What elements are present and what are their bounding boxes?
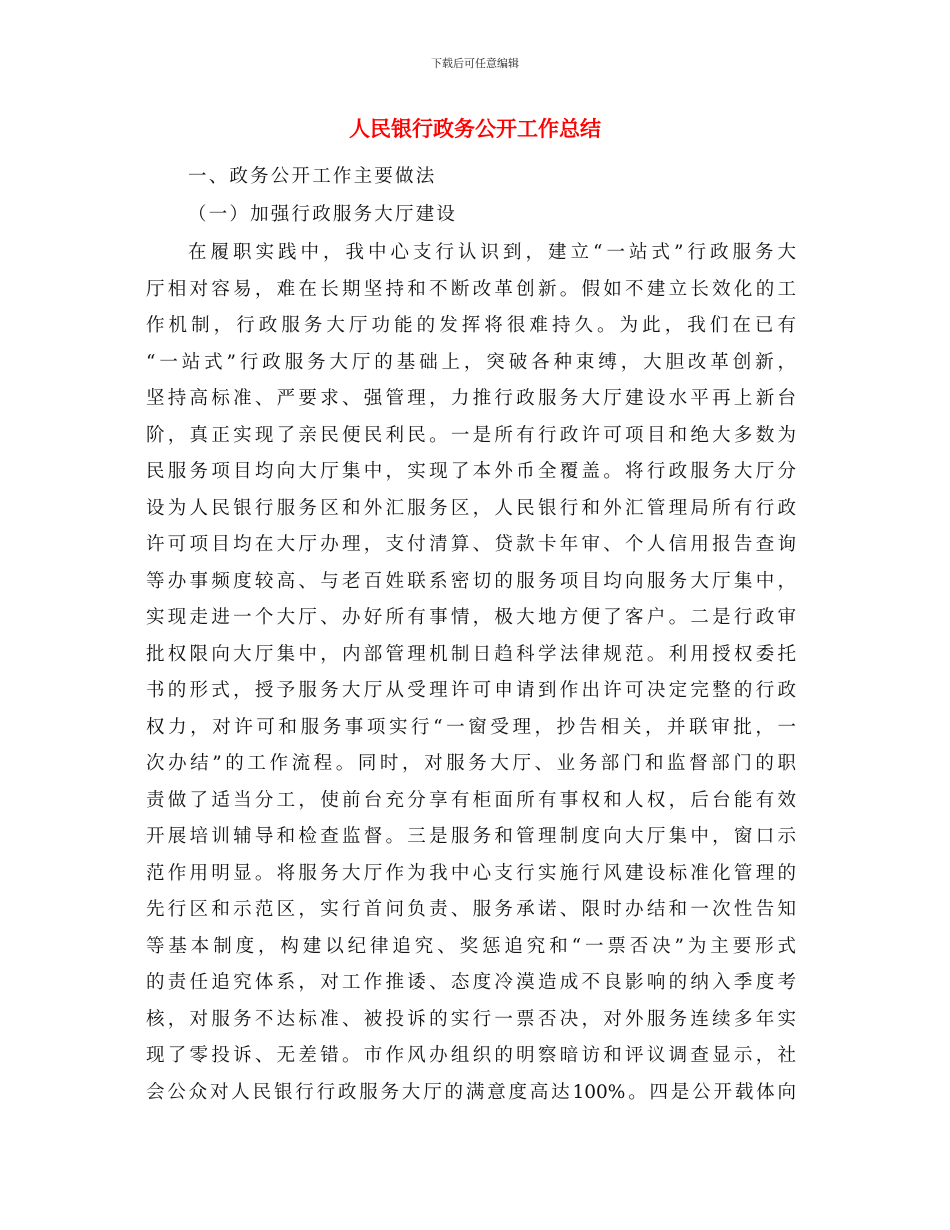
body-line: 等基本制度，构建以纪律追究、奖惩追究和“一票否决”为主要形式	[146, 935, 796, 957]
body-line: 等办事频度较高、与老百姓联系密切的服务项目均向服务大厅集中，	[146, 570, 796, 592]
header-note: 下载后可任意编辑	[431, 57, 519, 70]
body-line: 会公众对人民银行行政服务大厅的满意度高达100%。四是公开载体向	[146, 1081, 796, 1103]
body-line: 设为人民银行服务区和外汇服务区，人民银行和外汇管理局所有行政	[146, 497, 796, 519]
section-heading: 一、政务公开工作主要做法	[188, 166, 437, 187]
body-line: 批权限向大厅集中，内部管理机制日趋科学法律规范。利用授权委托	[146, 643, 796, 665]
body-line: 次办结”的工作流程。同时，对服务大厅、业务部门和监督部门的职	[146, 753, 796, 774]
body-line: 的责任追究体系，对工作推诿、态度冷漠造成不良影响的纳入季度考	[146, 972, 796, 993]
body-line: 实现走进一个大厅、办好所有事情，极大地方便了客户。二是行政审	[146, 607, 796, 628]
body-line: 坚持高标准、严要求、强管理，力推行政服务大厅建设水平再上新台	[146, 388, 796, 409]
body-line: “一站式”行政服务大厅的基础上，突破各种束缚，大胆改革创新，	[146, 351, 796, 373]
body-line: 许可项目均在大厅办理，支付清算、贷款卡年审、个人信用报告查询	[146, 534, 796, 555]
body-line: 责做了适当分工，使前台充分享有柜面所有事权和人权，后台能有效	[146, 789, 796, 811]
body-line: 开展培训辅导和检查监督。三是服务和管理制度向大厅集中，窗口示	[146, 826, 796, 847]
body-text	[146, 235, 796, 1111]
body-line: 作机制，行政服务大厅功能的发挥将很难持久。为此，我们在已有	[146, 315, 796, 336]
sub-heading: （一）加强行政服务大厅建设	[188, 204, 458, 225]
body-line: 范作用明显。将服务大厅作为我中心支行实施行风建设标准化管理的	[146, 862, 796, 884]
body-line: 民服务项目均向大厅集中，实现了本外币全覆盖。将行政服务大厅分	[146, 461, 796, 482]
body-line: 权力，对许可和服务事项实行“一窗受理，抄告相关，并联审批，一	[146, 716, 796, 738]
body-line: 核，对服务不达标准、被投诉的实行一票否决，对外服务连续多年实	[146, 1008, 796, 1030]
body-line: 在履职实践中，我中心支行认识到，建立“一站式”行政服务大	[188, 242, 796, 263]
document-title: 人民银行政务公开工作总结	[349, 116, 601, 141]
body-line: 书的形式，授予服务大厅从受理许可申请到作出许可决定完整的行政	[146, 680, 796, 701]
body-line: 先行区和示范区，实行首问负责、服务承诺、限时办结和一次性告知	[146, 899, 796, 920]
body-line: 现了零投诉、无差错。市作风办组织的明察暗访和评议调查显示，社	[146, 1045, 796, 1066]
body-line: 厅相对容易，难在长期坚持和不断改革创新。假如不建立长效化的工	[146, 278, 796, 300]
body-line: 阶，真正实现了亲民便民利民。一是所有行政许可项目和绝大多数为	[146, 424, 796, 446]
